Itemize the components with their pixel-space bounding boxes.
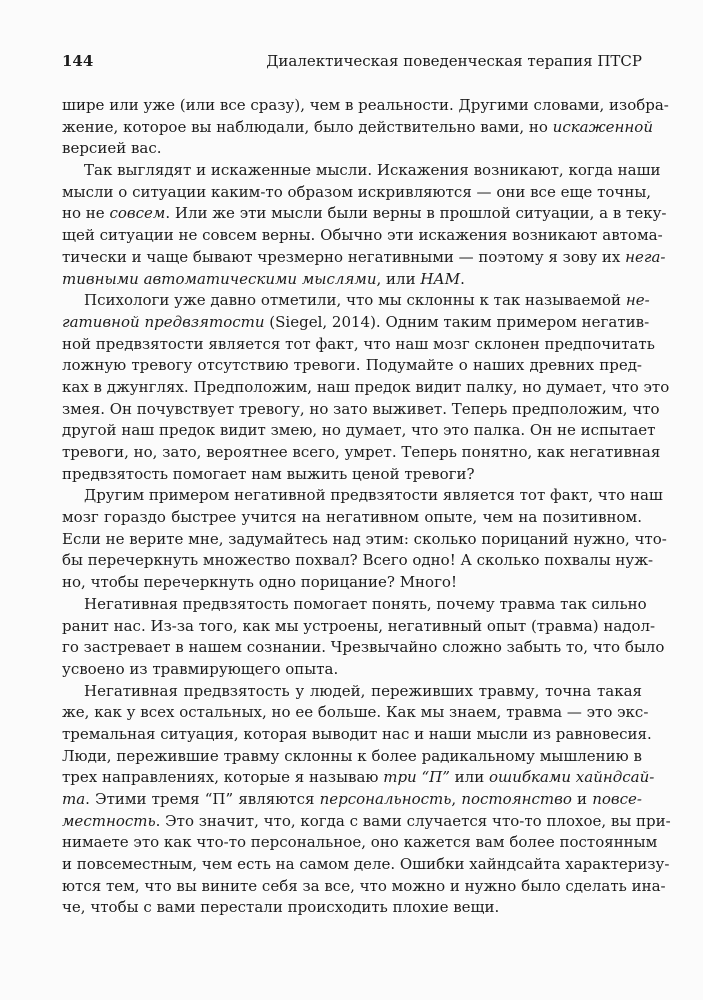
text-line: ках в джунглях. Предположим, наш предок видит палку, но думает, что это	[62, 377, 670, 396]
running-title: Диалектическая поведенческая терапия ПТСР	[266, 52, 642, 70]
text-line: трех направлениях, которые я называю три “П” или ошибками хайндсай-	[62, 768, 655, 787]
text-line: ранит нас. Из-за того, как мы устроены, негативный опыт (травма) надол-	[62, 616, 656, 635]
text-line: го застревает в нашем сознании. Чрезвычайно сложно забыть то, что было	[62, 638, 665, 657]
text-line: ются тем, что вы вините себя за все, что можно и нужно было сделать ина-	[62, 876, 666, 895]
text-line: тремальная ситуация, которая выводит нас и наши мысли из равновесия.	[62, 724, 652, 743]
text-line: ложную тревогу отсутствию тревоги. Подумайте о наших древних пред-	[62, 356, 642, 375]
text-line: гативной предвзятости (Siegel, 2014). Одним таким примером негатив-	[62, 312, 650, 331]
text-line: же, как у всех остальных, но ее больше. Как мы знаем, травма — это экс-	[62, 703, 649, 722]
paragraph	[62, 290, 670, 485]
page-header	[62, 50, 642, 72]
text-line: предвзятость помогает нам выжить ценой тревоги?	[62, 464, 475, 483]
paragraph	[62, 160, 667, 290]
paragraph	[62, 594, 665, 681]
text-line: но не совсем. Или же эти мысли были верны в прошлой ситуации, а в теку-	[62, 204, 667, 223]
text-line: щей ситуации не совсем верны. Обычно эти искажения возникают автома-	[62, 226, 663, 245]
text-line: Психологи уже давно отметили, что мы склонны к так называемой не-	[84, 291, 650, 310]
text-line: Так выглядят и искаженные мысли. Искажения возникают, когда наши	[84, 161, 661, 180]
italic-term: не-	[625, 291, 650, 310]
italic-term: искаженной	[552, 117, 653, 136]
body-text	[62, 95, 671, 919]
text-line: Негативная предвзятость помогает понять, почему травма так сильно	[84, 594, 647, 613]
text-line: местность. Это значит, что, когда с вами случается что-то плохое, вы при-	[62, 811, 671, 830]
text-line: мысли о ситуации каким-то образом искривляются — они все еще точны,	[62, 182, 652, 201]
page-number: 144	[62, 52, 94, 70]
italic-term: три “П”	[383, 768, 450, 787]
text-line: мозг гораздо быстрее учится на негативном опыте, чем на позитивном.	[62, 508, 642, 527]
paragraph	[62, 485, 667, 593]
text-line: жение, которое вы наблюдали, было действительно вами, но искаженной	[62, 117, 653, 136]
italic-term: повсе-	[592, 790, 642, 808]
italic-term: тивными автоматическими мыслями	[62, 269, 377, 288]
text-line: тревоги, но, зато, вероятнее всего, умрет. Теперь понятно, как негативная	[62, 443, 661, 461]
italic-term: ошибками хайндсай-	[488, 768, 655, 787]
italic-term: НАМ	[420, 269, 461, 288]
text-line: но, чтобы перечеркнуть одно порицание? Много!	[62, 573, 457, 592]
text-line: ной предвзятости является тот факт, что наш мозг склонен предпочитать	[62, 334, 655, 353]
text-line: змея. Он почувствует тревогу, но зато выживет. Теперь предположим, что	[62, 399, 660, 418]
text-line: тически и чаще бывают чрезмерно негативными — поэтому я зову их нега-	[62, 247, 666, 266]
text-line: Если не верите мне, задумайтесь над этим: сколько порицаний нужно, что-	[62, 529, 667, 548]
paragraph	[62, 95, 669, 160]
text-line: тивными автоматическими мыслями, или НАМ.	[62, 269, 465, 288]
italic-term: местность	[62, 811, 156, 830]
text-line: бы перечеркнуть множество похвал? Всего одно! А сколько похвалы нуж-	[62, 551, 654, 570]
text-line: че, чтобы с вами перестали происходить плохие вещи.	[62, 898, 500, 917]
italic-term: та	[62, 790, 86, 808]
text-line: Люди, пережившие травму склонны к более радикальному мышлению в	[62, 746, 642, 765]
text-line: и повсеместным, чем есть на самом деле. Ошибки хайндсайта характеризу-	[62, 855, 670, 874]
text-line: усвоено из травмирующего опыта.	[62, 659, 339, 678]
text-line: версией вас.	[62, 139, 162, 158]
italic-term: персональность	[319, 790, 452, 808]
text-line: Другим примером негативной предвзятости является тот факт, что наш	[84, 486, 663, 505]
paragraph	[62, 681, 671, 920]
italic-term: совсем	[109, 204, 166, 223]
text-line: ширe или уже (или все сразу), чем в реальности. Другими словами, изобра-	[62, 96, 669, 114]
text-line: Негативная предвзятость у людей, переживших травму, точна такая	[84, 681, 642, 700]
italic-term: гативной предвзятости	[62, 312, 265, 331]
text-line: та. Этими тремя “П” являются персональность, постоянство и повсе-	[62, 790, 642, 808]
text-line: нимаете это как что-то персональное, оно кажется вам более постоянным	[62, 833, 658, 852]
italic-term: нега-	[625, 247, 666, 266]
italic-term: постоянство	[461, 790, 572, 808]
text-line: другой наш предок видит змею, но думает, что это палка. Он не испытает	[62, 421, 656, 440]
